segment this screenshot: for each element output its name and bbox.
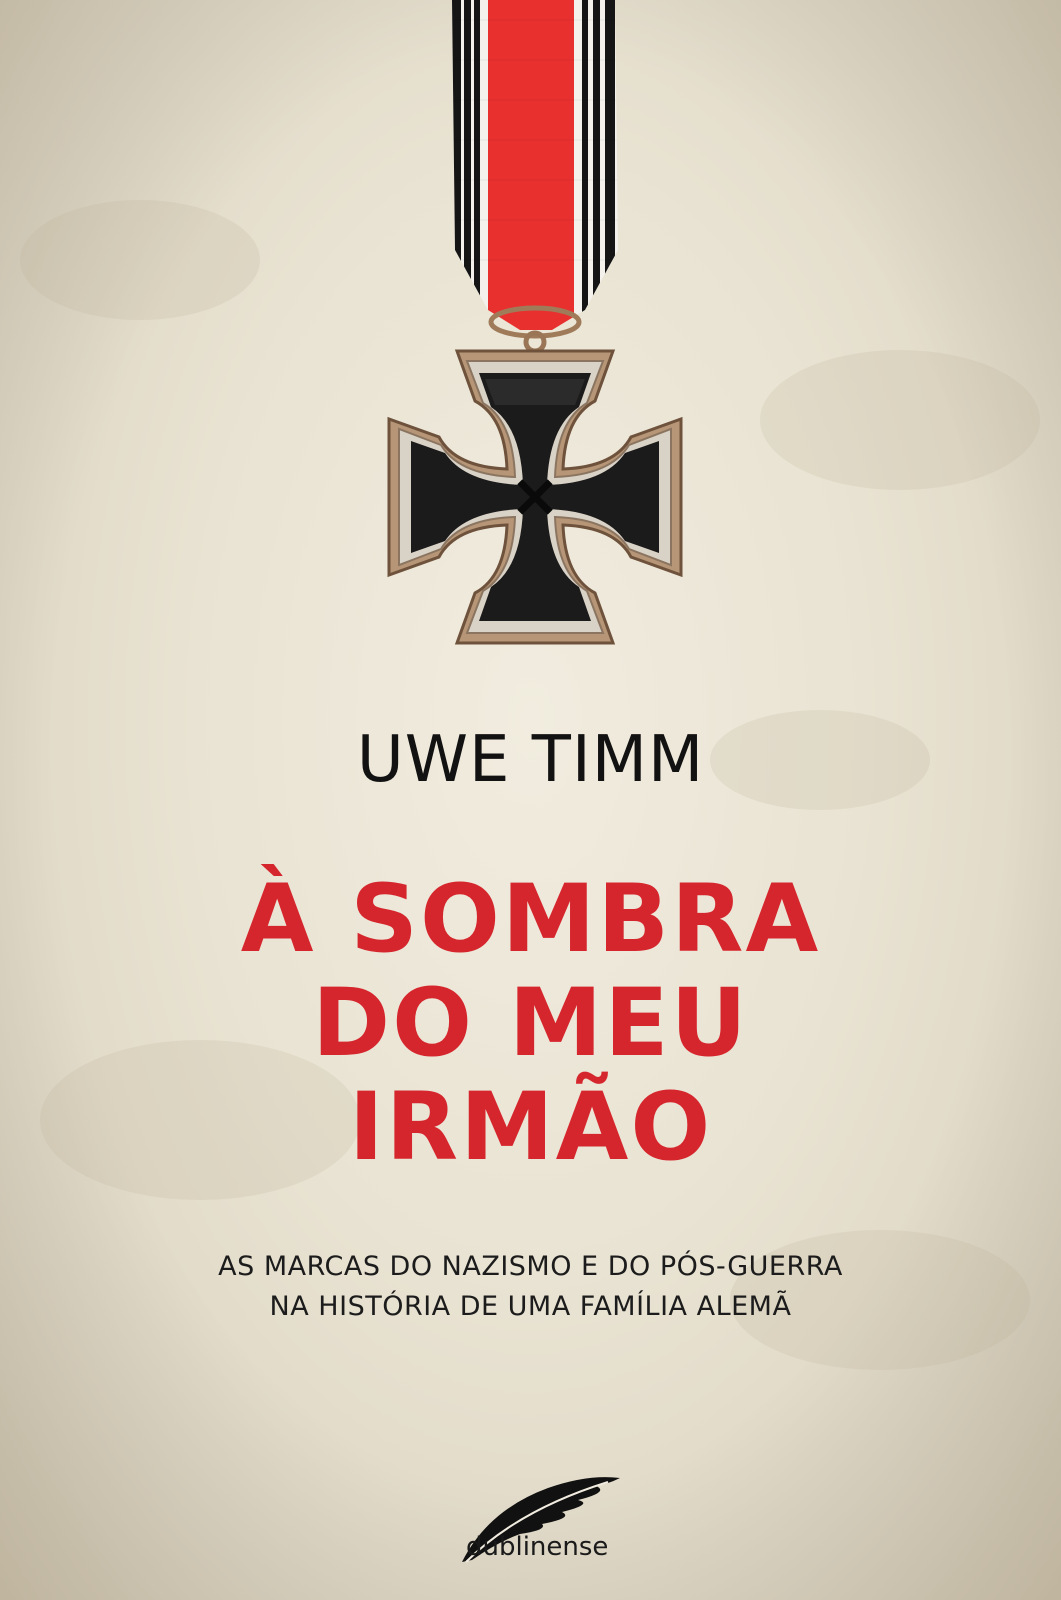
- subtitle-line: AS MARCAS DO NAZISMO E DO PÓS-GUERRA: [218, 1251, 843, 1282]
- publisher-name: dublinense: [466, 1532, 609, 1562]
- title-line: À SOMBRA: [240, 865, 821, 974]
- subtitle-line: NA HISTÓRIA DE UMA FAMÍLIA ALEMÃ: [269, 1291, 792, 1322]
- iron-cross-medal: [0, 0, 1061, 680]
- book-subtitle: [0, 1247, 1061, 1327]
- title-line: DO MEU: [312, 969, 749, 1078]
- author-name: UWE TIMM: [356, 723, 705, 797]
- book-title: [0, 865, 1061, 1182]
- title-line: IRMÃO: [348, 1073, 713, 1182]
